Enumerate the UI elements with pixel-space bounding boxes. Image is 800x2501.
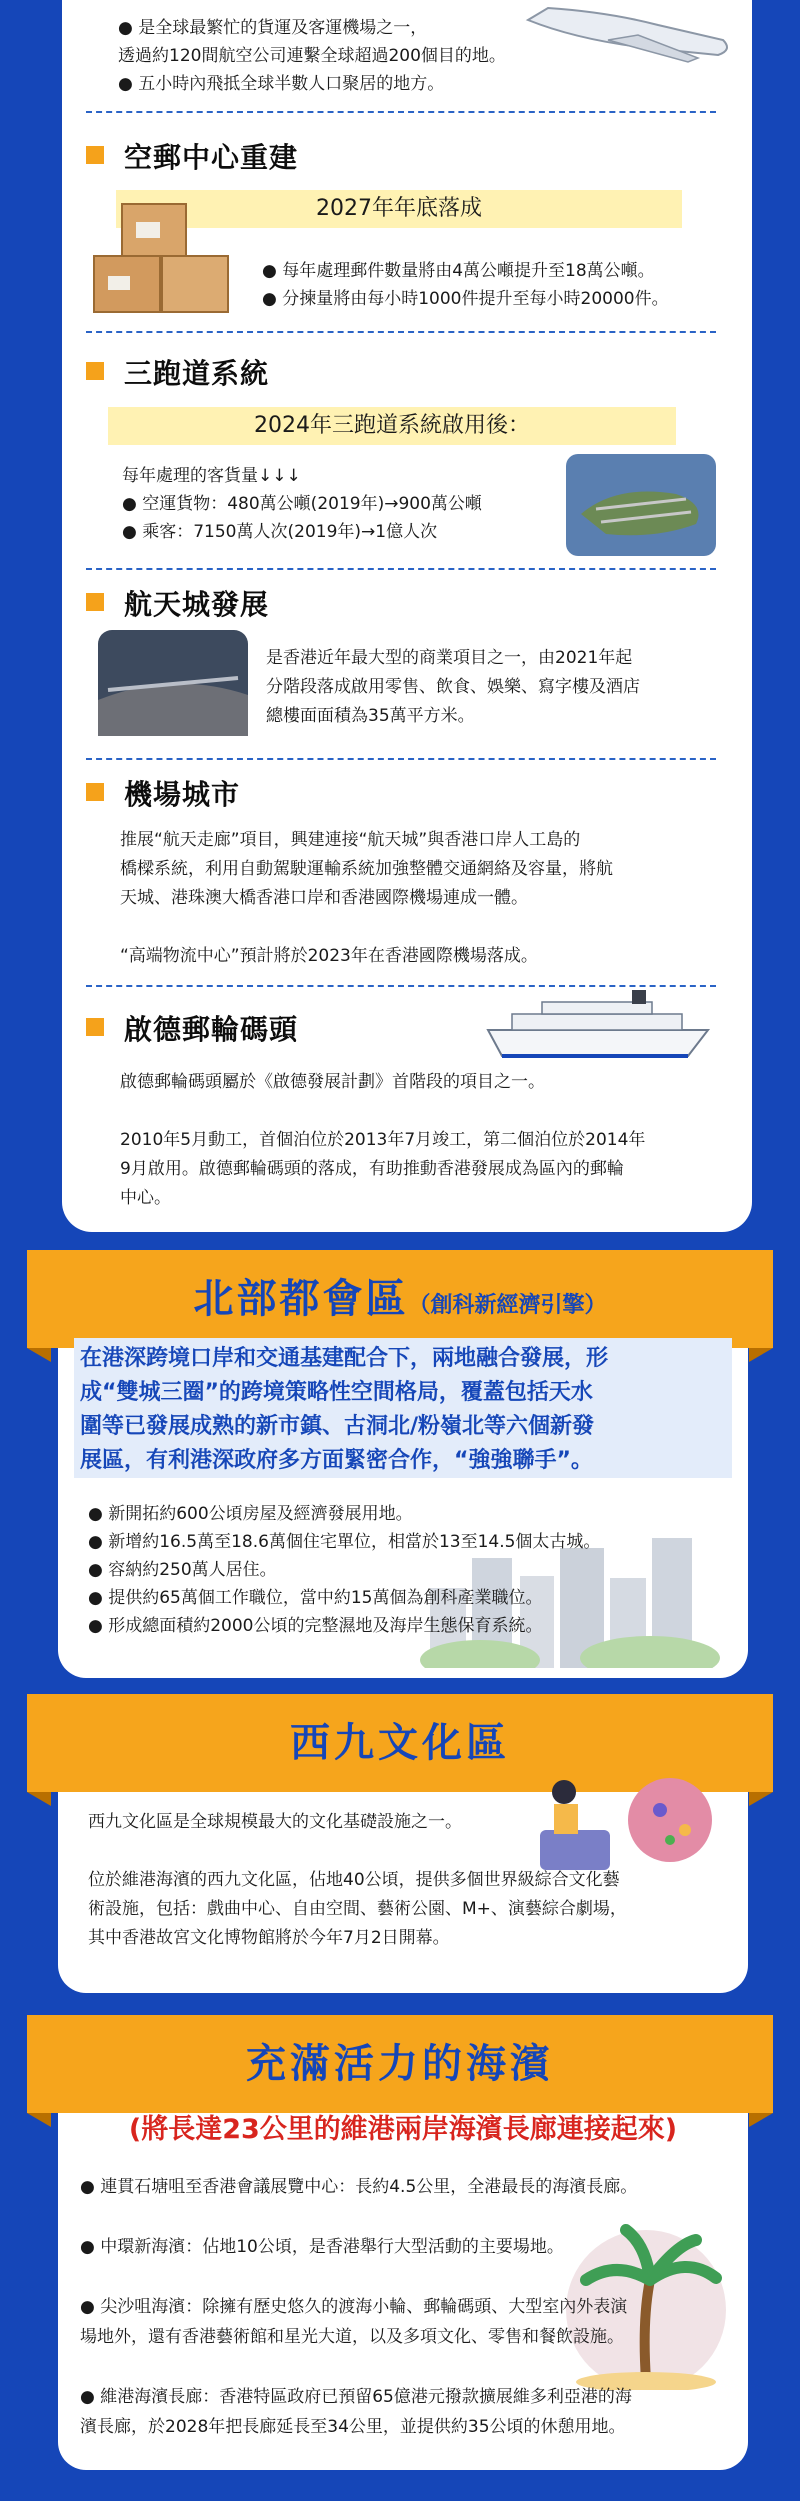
northern-bullet: ● 形成總面積約2000公頃的完整濕地及海岸生態保育系統。: [88, 1616, 543, 1636]
northern-title: 北部都會區: [193, 1276, 409, 1322]
northern-bullet: ● 新增約16.5萬至18.6萬個住宅單位，相當於13至14.5個太古城。: [88, 1532, 601, 1552]
harbour-line: [80, 2202, 740, 2232]
airportcity-line: [120, 913, 730, 942]
airportcity-line: 推展“航天走廊”項目，興建連接“航天城”與香港口岸人工島的: [120, 830, 581, 850]
harbour-banner: [27, 2015, 773, 2113]
divider: [86, 331, 716, 333]
skycity-line: 總樓面面積為35萬平方米。: [266, 706, 475, 726]
section-title-postal: 空郵中心重建: [124, 141, 299, 174]
harbour-line: ● 中環新海濱：佔地10公頃，是香港舉行大型活動的主要場地。: [80, 2237, 564, 2257]
westk-line: 位於維港海濱的西九文化區，佔地40公頃，提供多個世界級綜合文化藝: [88, 1870, 620, 1890]
westk-line: 其中香港故宮文化博物館將於今年7月2日開幕。: [88, 1928, 450, 1948]
westk-title: 西九文化區: [290, 1720, 510, 1766]
skycity-line: 分階段落成啟用零售、飲食、娛樂、寫字樓及酒店: [266, 677, 640, 697]
harbour-line: [80, 2352, 740, 2382]
divider: [86, 111, 716, 113]
runway-line: ● 乘客：7150萬人次(2019年)→1億人次: [122, 522, 438, 542]
westk-line: 西九文化區是全球規模最大的文化基礎設施之一。: [88, 1812, 462, 1832]
skycity-photo: [98, 630, 248, 736]
cruise-line: [120, 1097, 740, 1126]
postal-bullet: ● 每年處理郵件數量將由4萬公噸提升至18萬公噸。: [262, 261, 655, 281]
airportcity-line: “高端物流中心”預計將於2023年在香港國際機場落成。: [120, 946, 538, 966]
airportcity-line: 橋樑系統，利用自動駕駛運輸系統加強整體交通網絡及容量，將航: [120, 859, 613, 879]
divider: [86, 568, 716, 570]
top-bullet: ● 是全球最繁忙的貨運及客運機場之一，: [118, 18, 428, 38]
section-marker: [86, 362, 104, 380]
harbour-line: 濱長廊，於2028年把長廊延長至34公里，並提供約35公頃的休憩用地。: [80, 2417, 626, 2437]
airportcity-line: 天城、港珠澳大橋香港口岸和香港國際機場連成一體。: [120, 888, 528, 908]
harbour-subtitle: (將長達23公里的維港兩岸海濱長廊連接起來): [128, 2114, 678, 2145]
section-title-skycity: 航天城發展: [124, 588, 270, 621]
harbour-line: ● 維港海濱長廊：香港特區政府已預留65億港元撥款擴展維多利亞港的海: [80, 2387, 632, 2407]
section-title-cruise: 啟德郵輪碼頭: [124, 1013, 299, 1046]
northern-highlight-line: 展區，有利港深政府多方面緊密合作，“強強聯手”。: [80, 1448, 593, 1473]
postal-band: 2027年年底落成: [116, 190, 682, 228]
runway-line: ● 空運貨物：480萬公噸(2019年)→900萬公噸: [122, 494, 482, 514]
northern-highlight-line: 在港深跨境口岸和交通基建配合下，兩地融合發展，形: [80, 1346, 609, 1371]
section-marker: [86, 146, 104, 164]
northern-bullet: ● 新開拓約600公頃房屋及經濟發展用地。: [88, 1504, 413, 1524]
skycity-line: 是香港近年最大型的商業項目之一，由2021年起: [266, 648, 633, 668]
section-marker: [86, 1018, 104, 1036]
airport-aerial-photo: [566, 454, 716, 556]
top-bullet: 透過約120間航空公司連繫全球超過200個目的地。: [118, 46, 506, 66]
runway-line: 每年處理的客貨量↓↓↓: [122, 466, 301, 486]
top-bullet: ● 五小時內飛抵全球半數人口聚居的地方。: [118, 74, 445, 94]
harbour-line: ● 尖沙咀海濱：除擁有歷史悠久的渡海小輪、郵輪碼頭、大型室內外表演: [80, 2297, 628, 2317]
harbour-line: 場地外，還有香港藝術館和星光大道，以及多項文化、零售和餐飲設施。: [80, 2327, 624, 2347]
section-marker: [86, 593, 104, 611]
section-title-airport-city: 機場城市: [124, 778, 241, 811]
cruise-line: 9月啟用。啟德郵輪碼頭的落成，有助推動香港發展成為區內的郵輪: [120, 1159, 624, 1179]
section-title-runway: 三跑道系統: [124, 357, 270, 390]
cruise-ship-illustration: [482, 990, 718, 1062]
runway-band: 2024年三跑道系統啟用後：: [108, 407, 676, 445]
boxes-illustration: [90, 196, 240, 316]
cruise-line: 中心。: [120, 1188, 171, 1208]
northern-highlight-line: 成“雙城三圈”的跨境策略性空間格局，覆蓋包括天水: [80, 1380, 593, 1405]
northern-bullet: ● 提供約65萬個工作職位，當中約15萬個為創科產業職位。: [88, 1588, 543, 1608]
postal-bullet: ● 分揀量將由每小時1000件提升至每小時20000件。: [262, 289, 669, 309]
cruise-line: 2010年5月動工，首個泊位於2013年7月竣工，第二個泊位於2014年: [120, 1130, 646, 1150]
westk-line: [88, 1837, 738, 1866]
harbour-title: 充滿活力的海濱: [246, 2041, 554, 2087]
cruise-line: 啟德郵輪碼頭屬於《啟德發展計劃》首階段的項目之一。: [120, 1072, 545, 1092]
northern-highlight-line: 圍等已發展成熟的新市鎮、古洞北/粉嶺北等六個新發: [80, 1414, 595, 1439]
harbour-line: ● 連貫石塘咀至香港會議展覽中心：長約4.5公里，全港最長的海濱長廊。: [80, 2177, 638, 2197]
northern-bullet: ● 容納約250萬人居住。: [88, 1560, 277, 1580]
divider: [86, 985, 716, 987]
westk-line: 術設施，包括：戲曲中心、自由空間、藝術公園、M+、演藝綜合劇場，: [88, 1899, 627, 1919]
northern-subtitle: （創科新經濟引擎）: [408, 1293, 607, 1318]
divider: [86, 758, 716, 760]
harbour-line: [80, 2262, 740, 2292]
northern-banner: [27, 1250, 773, 1348]
section-marker: [86, 783, 104, 801]
